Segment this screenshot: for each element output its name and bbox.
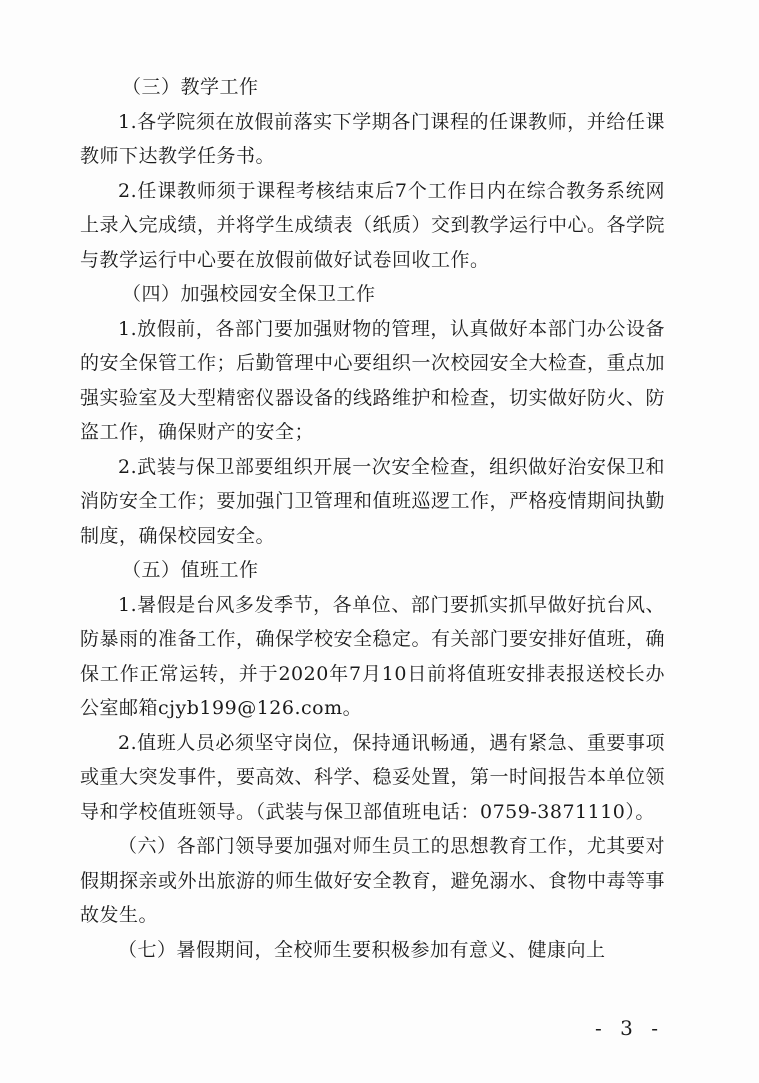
section-heading-duty: （五）值班工作 [122,559,259,581]
paragraph-teaching-1: 1.各学院须在放假前落实下学期各门课程的任课教师，并给任课教师下达教学任务书。 [80,110,665,167]
section-heading-teaching: （三）教学工作 [122,76,259,98]
paragraph-education: （六）各部门领导要加强对师生员工的思想教育工作，尤其要对假期探亲或外出旅游的师生做好安全教育，避免溺水、食物中毒等事故发生。 [80,835,666,926]
paragraph-teaching-2: 2.任课教师须于课程考核结束后7个工作日内在综合教务系统网上录入完成绩，并将学生成绩表（纸质）交到教学运行中心。各学院与教学运行中心要在放假前做好试卷回收工作。 [80,179,666,271]
section-heading-security: （四）加强校园安全保卫工作 [122,283,376,305]
document-body [80,70,665,967]
paragraph-summer: （七）暑假期间，全校师生要积极参加有意义、健康向上 [118,938,606,961]
paragraph-duty-2: 2.值班人员必须坚守岗位，保持通讯畅通，遇有紧急、重要事项或重大突发事件，要高效、科学、稳妥处置，第一时间报告本单位领导和学校值班领导。（武装与保卫部值班电话：0759-3871110）。 [80,731,666,823]
page-number: - 3 - [595,1016,664,1040]
paragraph-security-1: 1.放假前，各部门要加强财物的管理，认真做好本部门办公设备的安全保管工作；后勤管理中心要组织一次校园安全大检查，重点加强实验室及大型精密仪器设备的线路维护和检查，切实做好防火、防盗工作，确保财产的安全； [80,317,666,443]
paragraph-security-2: 2.武装与保卫部要组织开展一次安全检查，组织做好治安保卫和消防安全工作；要加强门卫管理和值班巡逻工作，严格疫情期间执勤制度，确保校园安全。 [80,455,666,547]
paragraph-duty-1: 1.暑假是台风多发季节，各单位、部门要抓实抓早做好抗台风、防暴雨的准备工作，确保学校安全稳定。有关部门要安排好值班，确保工作正常运转，并于2020年7月10日前将值班安排表报送校长办公室邮箱cjyb199@126.com。 [80,593,666,719]
